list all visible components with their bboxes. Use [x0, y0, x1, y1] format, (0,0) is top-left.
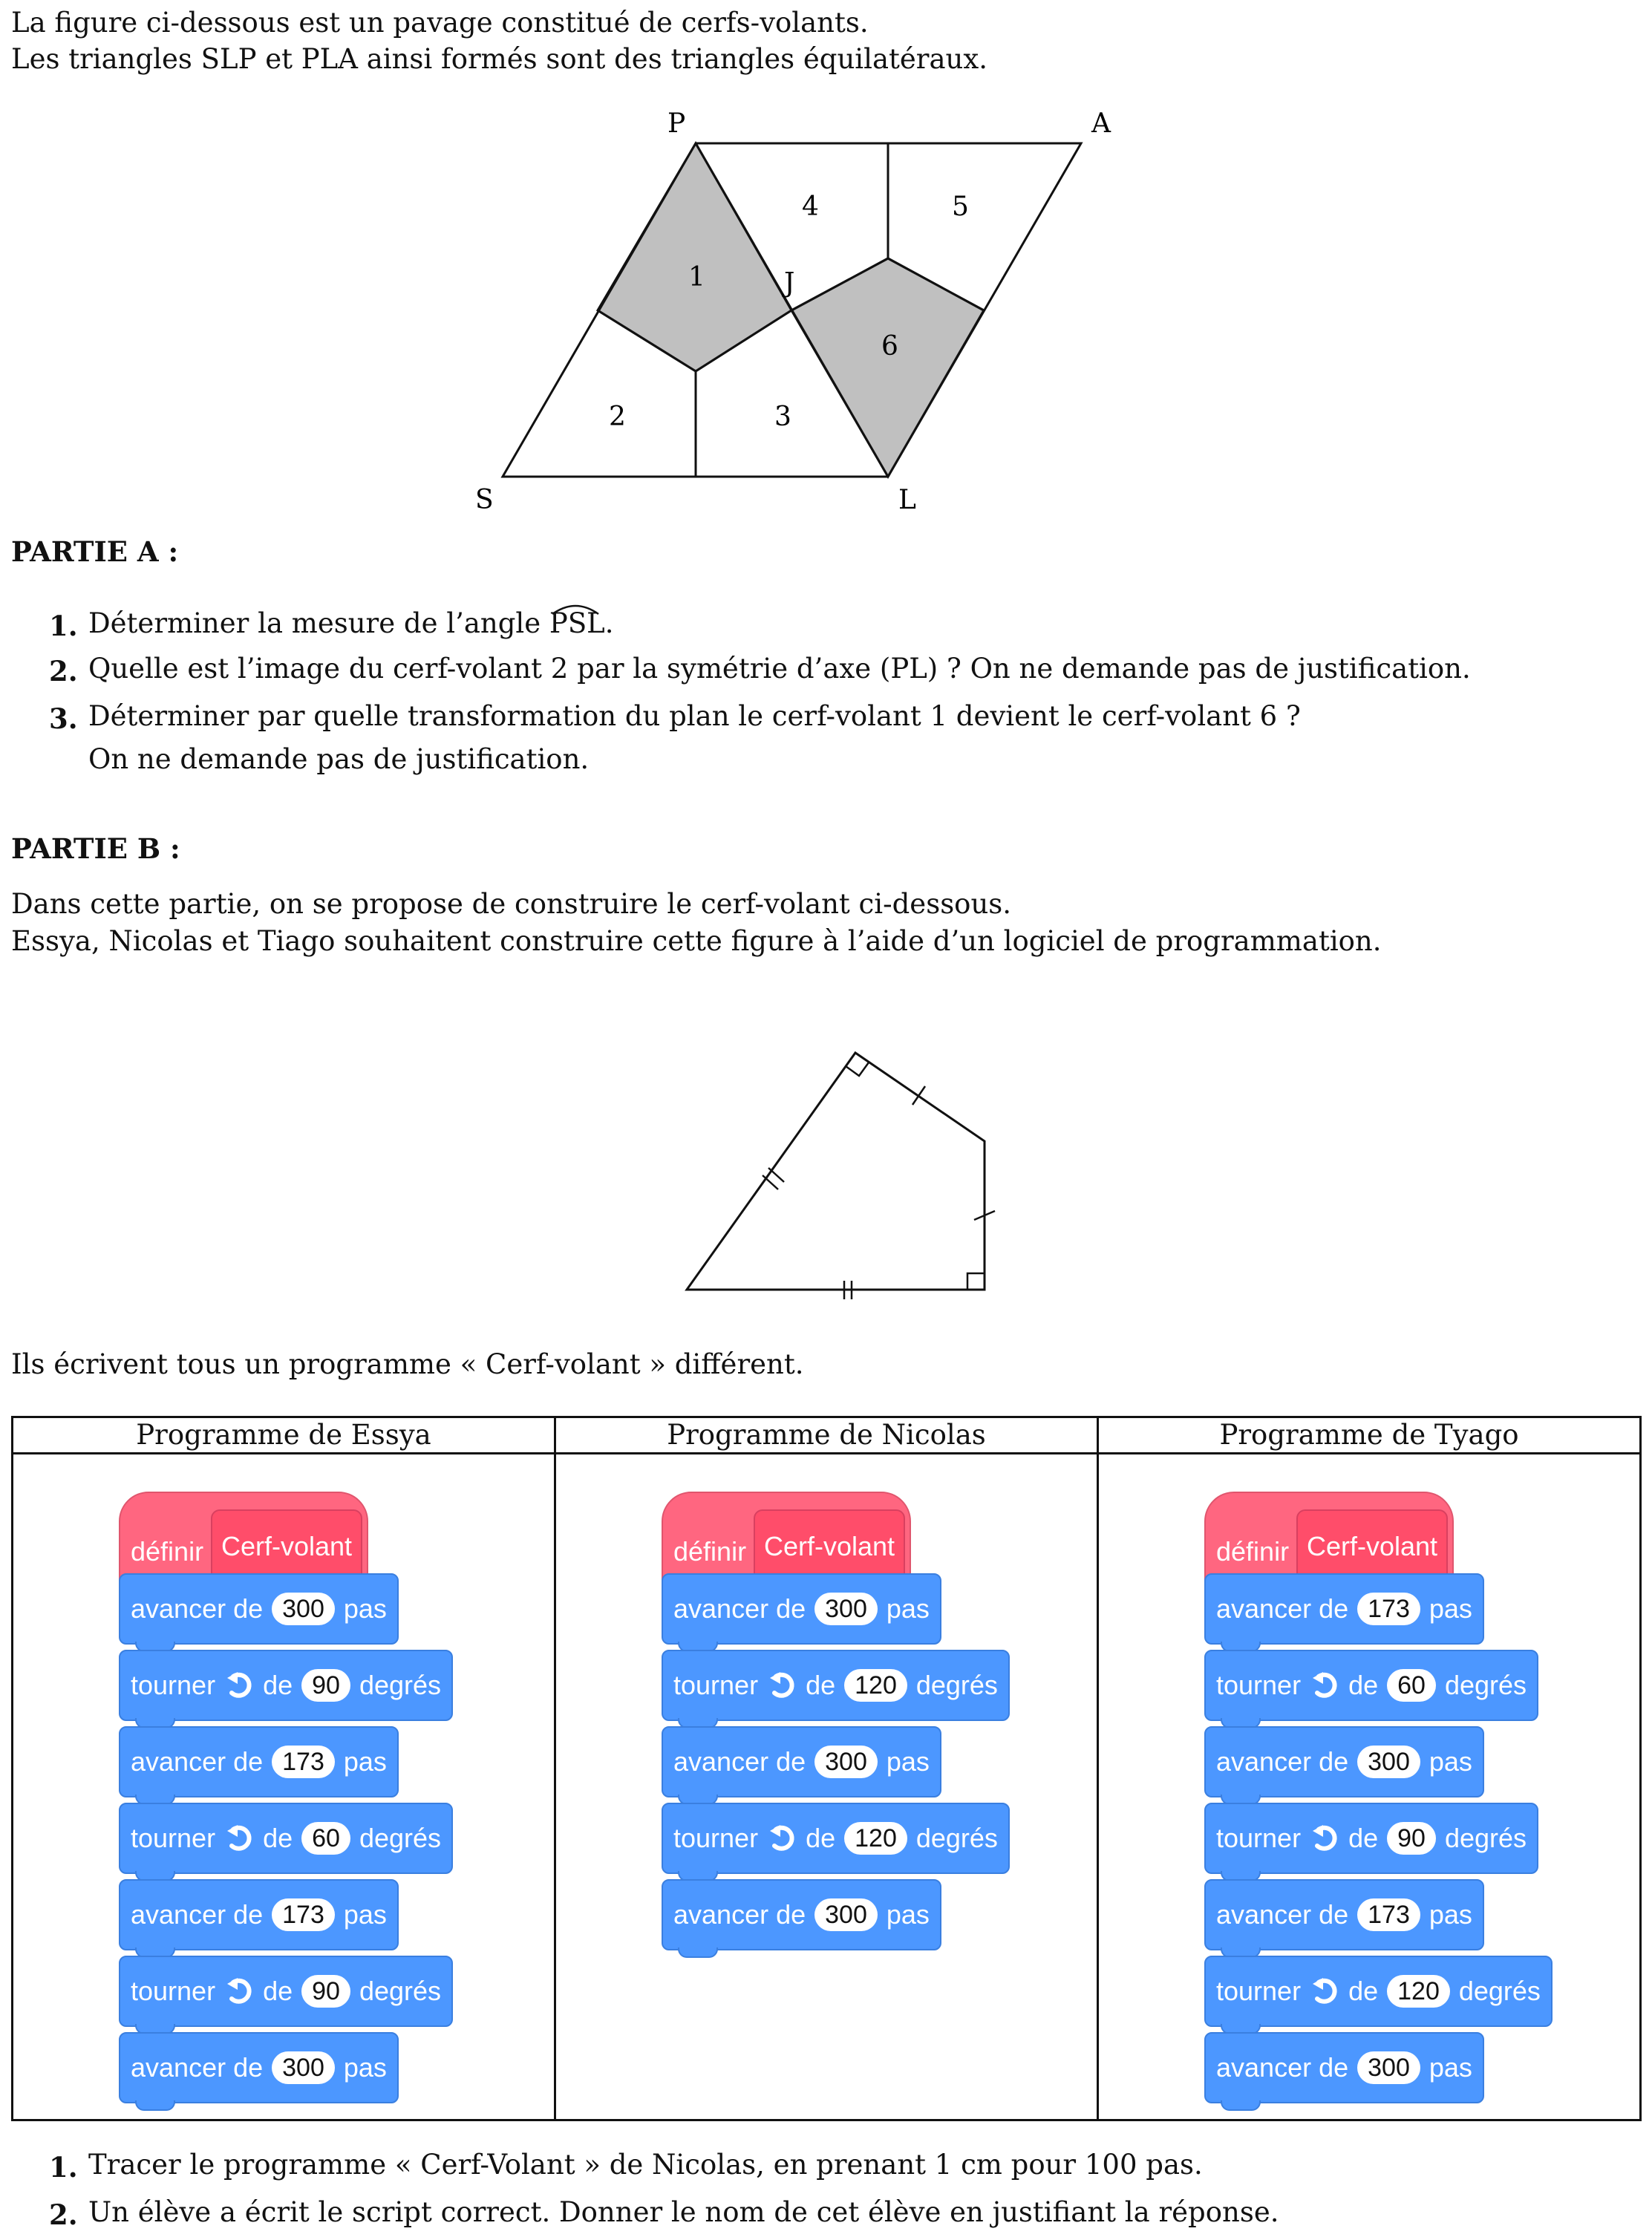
define-name: Cerf-volant	[211, 1509, 362, 1584]
turn-label: tourner	[131, 1670, 216, 1700]
turn-label: tourner	[131, 1976, 216, 2006]
program-nicolas	[556, 1454, 1097, 2119]
region-4-label: 4	[802, 192, 819, 222]
steps-unit: pas	[1429, 1899, 1472, 1930]
steps-unit: pas	[343, 1899, 387, 1930]
move-label: avancer de	[1216, 1899, 1349, 1930]
steps-unit: pas	[343, 1593, 387, 1624]
turn-block[interactable]	[662, 1803, 1010, 1874]
steps-unit: pas	[1429, 1593, 1472, 1624]
angle-value[interactable]: 120	[844, 1822, 907, 1855]
partA-q1-text: Déterminer la mesure de l’angle	[88, 607, 541, 639]
define-name: Cerf-volant	[754, 1509, 905, 1584]
move-label: avancer de	[673, 1593, 806, 1624]
block-notch	[678, 1947, 718, 1958]
angle-value[interactable]: 90	[301, 1975, 350, 2008]
turn-block[interactable]	[1204, 1803, 1538, 1874]
program-title-nicolas: Programme de Nicolas	[555, 1417, 1098, 1454]
move-label: avancer de	[131, 1899, 264, 1930]
move-block[interactable]	[662, 1879, 941, 1950]
region-5-label: 5	[952, 192, 969, 222]
partB-line-3: Ils écrivent tous un programme « Cerf-volant » différent.	[11, 1348, 804, 1380]
step-value[interactable]: 300	[814, 1746, 878, 1778]
angle-hat-icon	[551, 602, 600, 615]
point-S-label: S	[475, 485, 494, 515]
angle-value[interactable]: 90	[1387, 1822, 1436, 1855]
region-2-label: 2	[609, 402, 626, 432]
move-label: avancer de	[673, 1899, 806, 1930]
step-value[interactable]: 173	[1357, 1593, 1420, 1625]
angle-PSL: PSL	[549, 605, 605, 642]
turn-label: tourner	[1216, 1976, 1302, 2006]
move-block[interactable]	[119, 2032, 399, 2103]
define-label: définir	[673, 1536, 747, 1567]
program-title-essya: Programme de Essya	[13, 1417, 555, 1454]
move-block[interactable]	[1204, 1726, 1484, 1797]
rotate-left-icon	[1310, 1976, 1339, 2006]
partB-q1: Tracer le programme « Cerf-Volant » de Nicolas, en prenant 1 cm pour 100 pas.	[88, 2149, 1203, 2181]
step-value[interactable]: 173	[1357, 1898, 1420, 1931]
partA-q2-number: 2.	[49, 655, 78, 688]
degrees-unit: degrés	[359, 1823, 442, 1853]
rotate-left-icon	[767, 1671, 797, 1700]
turn-de-label: de	[1348, 1670, 1379, 1700]
turn-de-label: de	[806, 1823, 836, 1853]
rotate-left-icon	[1310, 1823, 1339, 1853]
move-label: avancer de	[1216, 1746, 1349, 1777]
rotate-left-icon	[224, 1671, 254, 1700]
region-1-label: 1	[688, 262, 705, 293]
turn-label: tourner	[1216, 1823, 1302, 1853]
step-value[interactable]: 300	[814, 1593, 878, 1625]
partB-q2-number: 2.	[49, 2198, 78, 2231]
partA-q1-number: 1.	[49, 610, 78, 642]
step-value[interactable]: 173	[272, 1898, 335, 1931]
partB-q1-number: 1.	[49, 2151, 78, 2184]
partB-title: PARTIE B :	[11, 832, 180, 865]
rotate-left-icon	[1310, 1671, 1339, 1700]
region-6-shape	[791, 258, 984, 477]
turn-label: tourner	[673, 1823, 759, 1853]
turn-de-label: de	[263, 1823, 293, 1853]
steps-unit: pas	[343, 1746, 387, 1777]
move-block[interactable]	[1204, 1573, 1484, 1645]
turn-de-label: de	[263, 1670, 293, 1700]
step-value[interactable]: 300	[272, 1593, 335, 1625]
partB-line-1: Dans cette partie, on se propose de construire le cerf-volant ci-dessous.	[11, 888, 1012, 920]
point-A-label: A	[1091, 108, 1111, 139]
turn-block[interactable]	[1204, 1650, 1538, 1721]
partA-q3-line1: Déterminer par quelle transformation du plan le cerf-volant 1 devient le cerf-volant 6 ?	[88, 700, 1301, 732]
steps-unit: pas	[886, 1593, 930, 1624]
kite-tiling-figure	[0, 0, 1652, 535]
move-block[interactable]	[119, 1726, 399, 1797]
turn-block[interactable]	[119, 1650, 453, 1721]
partB-line-2: Essya, Nicolas et Tiago souhaitent construire cette figure à l’aide d’un logiciel de programmation.	[11, 925, 1382, 957]
turn-de-label: de	[1348, 1976, 1379, 2006]
move-block[interactable]	[662, 1573, 941, 1645]
degrees-unit: degrés	[915, 1670, 998, 1700]
angle-value[interactable]: 120	[844, 1669, 907, 1702]
degrees-unit: degrés	[1458, 1976, 1541, 2006]
intro-line-1: La figure ci-dessous est un pavage constitué de cerfs-volants.	[11, 7, 869, 39]
move-block[interactable]	[1204, 2032, 1484, 2103]
angle-value[interactable]: 120	[1387, 1975, 1450, 2008]
region-6-label: 6	[881, 331, 898, 362]
move-block[interactable]	[662, 1726, 941, 1797]
point-L-label: L	[898, 485, 916, 515]
steps-unit: pas	[886, 1899, 930, 1930]
partA-title: PARTIE A :	[11, 535, 179, 568]
partB-q2: Un élève a écrit le script correct. Donner le nom de cet élève en justifiant la réponse.	[88, 2196, 1279, 2228]
move-label: avancer de	[131, 1593, 264, 1624]
define-name: Cerf-volant	[1296, 1509, 1448, 1584]
define-label: définir	[1216, 1536, 1290, 1567]
step-value[interactable]: 173	[272, 1746, 335, 1778]
move-block[interactable]	[119, 1879, 399, 1950]
partA-q3-line2: On ne demande pas de justification.	[88, 743, 590, 775]
region-3-label: 3	[774, 402, 791, 432]
degrees-unit: degrés	[1444, 1823, 1527, 1853]
move-label: avancer de	[131, 1746, 264, 1777]
turn-block[interactable]	[662, 1650, 1010, 1721]
angle-value[interactable]: 90	[301, 1669, 350, 1702]
block-notch	[135, 2100, 175, 2111]
move-label: avancer de	[131, 2052, 264, 2083]
move-label: avancer de	[673, 1746, 806, 1777]
partA-q1: Déterminer la mesure de l’angle PSL.	[88, 605, 614, 642]
steps-unit: pas	[343, 2052, 387, 2083]
kite-figure	[668, 1039, 1010, 1307]
intro-line-2: Les triangles SLP et PLA ainsi formés sont des triangles équilatéraux.	[11, 43, 987, 75]
angle-value[interactable]: 60	[301, 1822, 350, 1855]
turn-label: tourner	[131, 1823, 216, 1853]
steps-unit: pas	[886, 1746, 930, 1777]
turn-block[interactable]	[1204, 1956, 1553, 2027]
rotate-left-icon	[224, 1823, 254, 1853]
steps-unit: pas	[1429, 2052, 1472, 2083]
partA-q3-number: 3.	[49, 702, 78, 735]
step-value[interactable]: 300	[1357, 2051, 1420, 2084]
point-J-label: J	[784, 268, 795, 298]
turn-label: tourner	[673, 1670, 759, 1700]
steps-unit: pas	[1429, 1746, 1472, 1777]
define-label: définir	[131, 1536, 204, 1567]
turn-block[interactable]	[119, 1956, 453, 2027]
move-label: avancer de	[1216, 1593, 1349, 1624]
programs-table	[11, 1416, 1642, 2121]
program-essya	[13, 1454, 554, 2119]
move-block[interactable]	[119, 1573, 399, 1645]
move-label: avancer de	[1216, 2052, 1349, 2083]
turn-de-label: de	[263, 1976, 293, 2006]
partA-q2: Quelle est l’image du cerf-volant 2 par la symétrie d’axe (PL) ? On ne demande pas de justification.	[88, 653, 1471, 685]
program-title-tyago: Programme de Tyago	[1098, 1417, 1641, 1454]
turn-de-label: de	[806, 1670, 836, 1700]
turn-label: tourner	[1216, 1670, 1302, 1700]
degrees-unit: degrés	[1444, 1670, 1527, 1700]
block-notch	[1221, 2100, 1261, 2111]
degrees-unit: degrés	[359, 1976, 442, 2006]
point-P-label: P	[667, 108, 686, 139]
degrees-unit: degrés	[359, 1670, 442, 1700]
turn-de-label: de	[1348, 1823, 1379, 1853]
rotate-left-icon	[224, 1976, 254, 2006]
step-value[interactable]: 300	[1357, 1746, 1420, 1778]
step-value[interactable]: 300	[272, 2051, 335, 2084]
degrees-unit: degrés	[915, 1823, 998, 1853]
turn-block[interactable]	[119, 1803, 453, 1874]
rotate-left-icon	[767, 1823, 797, 1853]
step-value[interactable]: 300	[814, 1898, 878, 1931]
program-tyago	[1099, 1454, 1639, 2119]
angle-value[interactable]: 60	[1387, 1669, 1436, 1702]
move-block[interactable]	[1204, 1879, 1484, 1950]
